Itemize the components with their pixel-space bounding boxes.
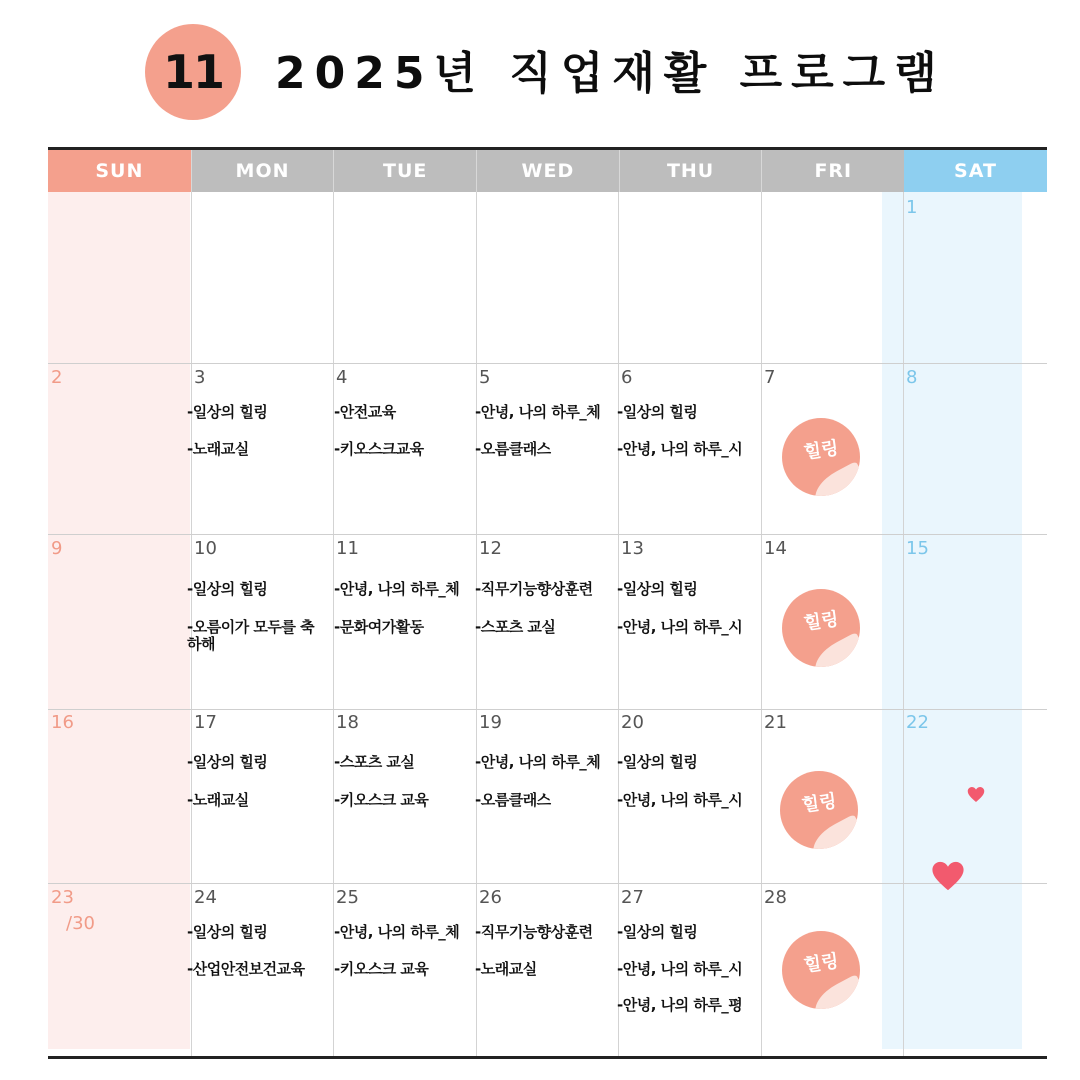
month-number: 11 — [162, 45, 223, 99]
event-item: -안녕, 나의 하루_평 — [617, 996, 743, 1014]
day-number: 2 — [51, 367, 63, 388]
event-item: -안녕, 나의 하루_체 — [334, 923, 460, 941]
event-item: -스포츠 교실 — [475, 618, 556, 636]
sticker-label: 힐링 — [800, 790, 838, 817]
event-item: -산업안전보건교육 — [187, 960, 305, 978]
event-item: -일상의 힐링 — [187, 403, 268, 421]
weekday-thu: THU — [619, 150, 762, 192]
day-number: 3 — [194, 367, 206, 388]
event-item: -문화여가활동 — [334, 618, 424, 636]
heart-icon — [967, 786, 985, 803]
day-number: 21 — [764, 712, 787, 733]
day-number: 4 — [336, 367, 348, 388]
day-number: 5 — [479, 367, 491, 388]
day-number-secondary: /30 — [66, 913, 95, 934]
weekday-wed: WED — [476, 150, 619, 192]
event-item: -노래교실 — [187, 440, 249, 458]
healing-sticker — [782, 931, 860, 1009]
day-number: 9 — [51, 538, 63, 559]
sticker-curl — [806, 814, 858, 849]
day-number: 26 — [479, 887, 502, 908]
weekday-fri: FRI — [761, 150, 904, 192]
event-item: -안녕, 나의 하루_시 — [617, 960, 743, 978]
grid-line — [903, 192, 904, 1056]
event-item: -일상의 힐링 — [617, 580, 698, 598]
day-number: 13 — [621, 538, 644, 559]
grid-line — [761, 192, 762, 1056]
grid-line — [48, 883, 1047, 884]
calendar-bottom-border — [48, 1056, 1047, 1059]
weekday-tue: TUE — [333, 150, 476, 192]
grid-line — [48, 363, 1047, 364]
sticker-label: 힐링 — [802, 608, 840, 635]
event-item: -오름이가 모두를 축하해 — [187, 618, 315, 653]
event-item: -직무기능향상훈련 — [475, 580, 593, 598]
sticker-curl — [808, 461, 860, 496]
day-number: 11 — [336, 538, 359, 559]
day-number: 10 — [194, 538, 217, 559]
day-number: 8 — [906, 367, 918, 388]
event-item: -키오스크 교육 — [334, 960, 429, 978]
day-number: 14 — [764, 538, 787, 559]
event-item: -노래교실 — [475, 960, 537, 978]
day-number: 27 — [621, 887, 644, 908]
heart-icon — [931, 860, 965, 892]
day-number: 18 — [336, 712, 359, 733]
sticker-curl — [808, 632, 860, 667]
sticker-label: 힐링 — [802, 950, 840, 977]
day-number: 15 — [906, 538, 929, 559]
day-number: 12 — [479, 538, 502, 559]
sticker-label: 힐링 — [802, 437, 840, 464]
day-number: 22 — [906, 712, 929, 733]
sticker-curl — [808, 974, 860, 1009]
day-number: 7 — [764, 367, 776, 388]
event-item: -일상의 힐링 — [617, 923, 698, 941]
day-number: 28 — [764, 887, 787, 908]
event-item: -일상의 힐링 — [617, 403, 698, 421]
event-item: -안녕, 나의 하루_체 — [475, 753, 601, 771]
event-item: -안녕, 나의 하루_체 — [334, 580, 460, 598]
day-number: 16 — [51, 712, 74, 733]
event-item: -안녕, 나의 하루_시 — [617, 618, 743, 636]
day-number: 23 — [51, 887, 74, 908]
day-number: 17 — [194, 712, 217, 733]
event-item: -노래교실 — [187, 791, 249, 809]
event-item: -안녕, 나의 하루_시 — [617, 440, 743, 458]
day-number: 19 — [479, 712, 502, 733]
event-item: -일상의 힐링 — [187, 923, 268, 941]
event-item: -오름클래스 — [475, 791, 551, 809]
event-item: -안전교육 — [334, 403, 396, 421]
healing-sticker — [780, 771, 858, 849]
event-item: -일상의 힐링 — [187, 580, 268, 598]
event-item: -안녕, 나의 하루_시 — [617, 791, 743, 809]
healing-sticker — [782, 418, 860, 496]
day-number: 6 — [621, 367, 633, 388]
month-badge — [145, 24, 241, 120]
day-number: 25 — [336, 887, 359, 908]
event-item: -오름클래스 — [475, 440, 551, 458]
event-item: -키오스크교육 — [334, 440, 424, 458]
event-item: -직무기능향상훈련 — [475, 923, 593, 941]
page-title: 2025년 직업재활 프로그램 — [275, 48, 946, 99]
day-number: 20 — [621, 712, 644, 733]
grid-line — [48, 709, 1047, 710]
weekday-sat: SAT — [904, 150, 1047, 192]
day-number: 1 — [906, 197, 918, 218]
weekday-sun: SUN — [48, 150, 191, 192]
healing-sticker — [782, 589, 860, 667]
weekday-mon: MON — [191, 150, 334, 192]
event-item: -일상의 힐링 — [617, 753, 698, 771]
event-item: -안녕, 나의 하루_체 — [475, 403, 601, 421]
grid-line — [48, 534, 1047, 535]
event-item: -키오스크 교육 — [334, 791, 429, 809]
weekday-header-row — [48, 150, 1047, 192]
day-number: 24 — [194, 887, 217, 908]
event-item: -스포츠 교실 — [334, 753, 415, 771]
event-item: -일상의 힐링 — [187, 753, 268, 771]
